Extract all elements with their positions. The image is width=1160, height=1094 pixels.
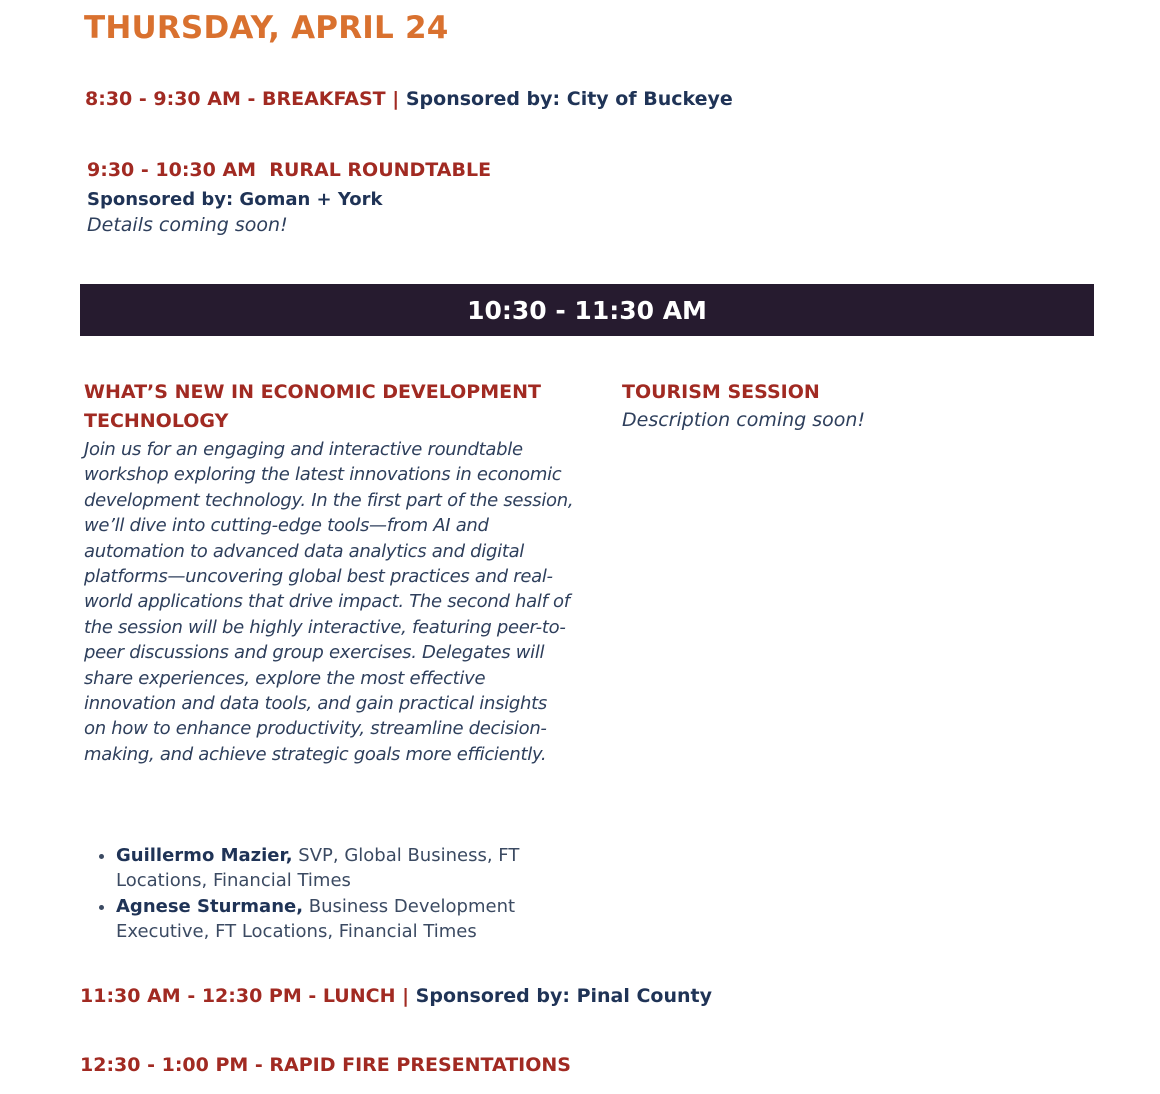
- lunch-separator: |: [402, 985, 410, 1007]
- lunch-title: 11:30 AM - 12:30 PM - LUNCH: [80, 985, 396, 1007]
- speaker-item: [116, 843, 586, 894]
- lunch-line: [80, 985, 712, 1007]
- roundtable-title: 9:30 - 10:30 AM RURAL ROUNDTABLE: [87, 159, 492, 181]
- session-left-description: Join us for an engaging and interactive roundtable workshop exploring the latest innovations in economic development technology. In the first part of the session, we’ll dive into cutting-edge tools—from AI and automation to advanced data analytics and digital platforms—uncovering global best practices and real-world applications that drive impact. The second half of the session will be highly interactive, featuring peer-to-peer discussions and group exercises. Delegates will share experiences, explore the most effective innovation and data tools, and gain practical insights on how to enhance productivity, streamline decision-making, and achieve strategic goals more efficiently.: [84, 439, 574, 765]
- rapid-fire-title: 12:30 - 1:00 PM - RAPID FIRE PRESENTATIONS: [80, 1054, 571, 1076]
- day-heading: THURSDAY, APRIL 24: [84, 10, 449, 46]
- speaker-name: Guillermo Mazier,: [116, 845, 293, 866]
- session-right-note: Description coming soon!: [622, 409, 866, 431]
- speaker-role: Business Development Executive, FT Locations, Financial Times: [116, 895, 516, 943]
- roundtable-sponsor: Sponsored by: Goman + York: [87, 189, 383, 210]
- session-left-title-line2: TECHNOLOGY: [84, 410, 229, 432]
- breakfast-separator: |: [392, 88, 400, 110]
- speaker-role: SVP, Global Business, FT Locations, Financial Times: [116, 845, 520, 892]
- session-left-title: [84, 378, 584, 436]
- breakfast-title: 8:30 - 9:30 AM - BREAKFAST: [85, 88, 386, 110]
- session-left-title-line1: WHAT’S NEW IN ECONOMIC DEVELOPMENT: [84, 381, 541, 403]
- speaker-item: [116, 894, 586, 945]
- breakfast-line: [85, 88, 733, 110]
- time-banner: [80, 284, 1094, 336]
- banner-time: 10:30 - 11:30 AM: [467, 295, 707, 325]
- session-right-title: TOURISM SESSION: [622, 381, 820, 403]
- lunch-sponsor: Sponsored by: Pinal County: [415, 985, 712, 1007]
- breakfast-sponsor: Sponsored by: City of Buckeye: [405, 88, 733, 110]
- roundtable-note: Details coming soon!: [87, 214, 288, 236]
- speaker-name: Agnese Sturmane,: [116, 895, 304, 917]
- speaker-list: [98, 843, 586, 945]
